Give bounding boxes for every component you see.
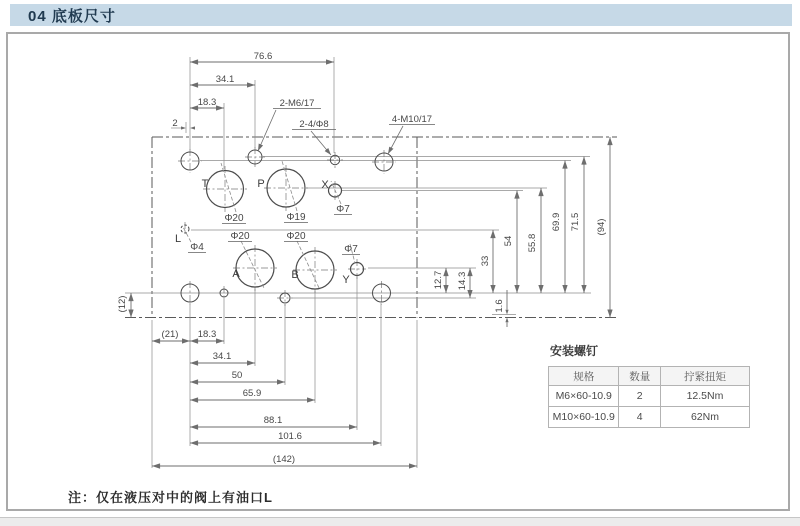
- footnote: 注：仅在液压对中的阀上有油口L: [68, 490, 273, 505]
- cell-spec: M6×60-10.9: [549, 386, 619, 407]
- port-y-label: Y: [342, 274, 350, 286]
- port-t-label: T: [201, 178, 209, 190]
- cell-torque: 62Nm: [660, 407, 749, 428]
- dim-50: 50: [231, 370, 243, 381]
- port-a-dia: Φ20: [230, 231, 250, 242]
- table-row: [549, 407, 750, 428]
- drawing-labels: [117, 51, 607, 465]
- dim-12: (12): [117, 295, 128, 313]
- cell-spec: M10×60-10.9: [549, 407, 619, 428]
- port-b-dia: Φ20: [286, 231, 306, 242]
- table-row: [549, 386, 750, 407]
- port-l-label: L: [174, 233, 182, 245]
- port-x-dia: Φ7: [336, 204, 350, 215]
- dim-71-5: 71.5: [570, 212, 581, 232]
- screws-table-header-row: [549, 367, 750, 386]
- dim-14-3: 14.3: [457, 271, 468, 291]
- port-a-label: A: [232, 268, 240, 280]
- dim-34-1-bottom: 34.1: [212, 351, 232, 362]
- dimension-lines: [131, 62, 610, 466]
- center-lines: [178, 147, 396, 306]
- dim-55-8: 55.8: [527, 233, 538, 253]
- dim-142: (142): [272, 454, 296, 465]
- port-l-dia: Φ4: [190, 242, 204, 253]
- dim-2: 2: [172, 118, 178, 129]
- column-header-spec: 规格: [549, 367, 619, 386]
- dim-69-9: 69.9: [551, 212, 562, 232]
- screws-table-title: 安装螺钉: [550, 344, 599, 358]
- dim-1-6: 1.6: [494, 299, 505, 313]
- callout-m6-holes: 2-M6/17: [279, 98, 315, 109]
- dim-94: (94): [596, 218, 607, 236]
- cell-qty: 4: [619, 407, 660, 428]
- dim-12-7: 12.7: [433, 270, 444, 290]
- holes: [181, 150, 393, 303]
- dim-21: (21): [161, 329, 179, 340]
- dim-18-3-bottom: 18.3: [197, 329, 217, 340]
- port-b-label: B: [291, 269, 299, 281]
- dim-54: 54: [503, 235, 514, 247]
- port-p-dia: Φ19: [286, 212, 306, 223]
- section-title: 04 底板尺寸: [28, 7, 116, 25]
- dim-101-6: 101.6: [278, 431, 302, 442]
- port-p-label: P: [257, 178, 265, 190]
- port-x-label: X: [321, 179, 329, 191]
- dim-34-1-top: 34.1: [215, 74, 235, 85]
- dim-65-9: 65.9: [242, 388, 262, 399]
- column-header-qty: 数量: [619, 367, 660, 386]
- callout-phi8-holes: 2-4/Φ8: [299, 119, 329, 130]
- cell-torque: 12.5Nm: [660, 386, 749, 407]
- dim-18-3-top: 18.3: [197, 97, 217, 108]
- port-y-dia: Φ7: [344, 244, 358, 255]
- mounting-screws-section: [548, 342, 752, 428]
- dim-33: 33: [480, 255, 491, 267]
- screws-table: [548, 366, 750, 428]
- dim-76-6: 76.6: [253, 51, 273, 62]
- cell-qty: 2: [619, 386, 660, 407]
- dim-88-1: 88.1: [263, 415, 283, 426]
- column-header-torque: 拧紧扭矩: [660, 367, 749, 386]
- port-t-dia: Φ20: [224, 213, 244, 224]
- callout-m10-holes: 4-M10/17: [391, 114, 433, 125]
